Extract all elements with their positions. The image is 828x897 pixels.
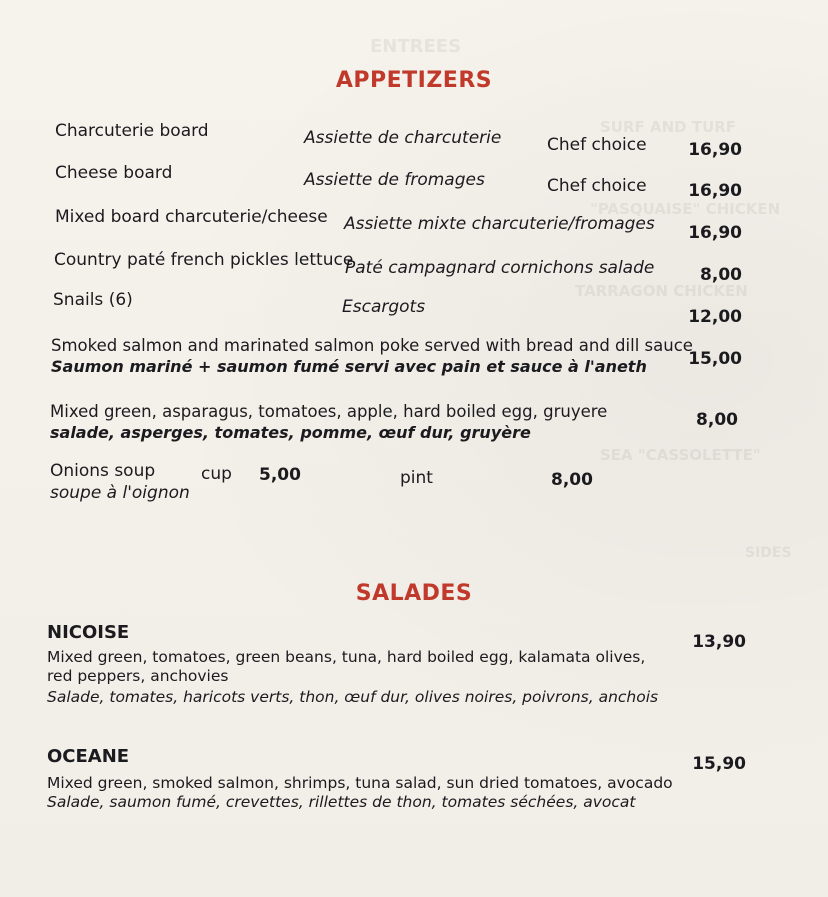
chef-choice-note: Chef choice [547,135,647,155]
appetizer-french-name: Assiette mixte charcuterie/fromages [344,214,655,234]
appetizer-price: 12,00 [688,307,742,327]
soup-french-name: soupe à l'oignon [50,483,190,503]
appetizer-name: Charcuterie board [55,121,209,141]
appetizers-heading: APPETIZERS [335,68,493,93]
appetizer-description: Mixed green, asparagus, tomatoes, apple, hard boiled egg, gruyere [50,402,608,421]
appetizer-description: Smoked salmon and marinated salmon poke served with bread and dill sauce [51,336,693,355]
salad-description: red peppers, anchovies [47,667,229,685]
salad-name: OCEANE [47,746,130,767]
salad-french-description: Salade, tomates, haricots verts, thon, œuf dur, olives noires, poivrons, anchois [47,688,659,706]
appetizer-name: Snails (6) [53,290,133,310]
chef-choice-note: Chef choice [547,176,647,196]
bleed-through: SIDES [745,545,792,561]
appetizer-french-description: salade, asperges, tomates, pomme, œuf dur, gruyère [50,423,531,442]
pint-label: pint [400,468,433,488]
pint-price: 8,00 [551,470,593,490]
salad-description: Mixed green, tomatoes, green beans, tuna, hard boiled egg, kalamata olives, [47,648,646,666]
appetizer-name: Cheese board [55,163,173,183]
bleed-through: ENTREES [370,36,462,57]
salad-price: 15,90 [692,754,746,774]
appetizer-french-description: Saumon mariné + saumon fumé servi avec pain et sauce à l'aneth [51,357,647,376]
appetizer-name: Country paté french pickles lettuce [54,250,354,270]
bleed-through: TARRAGON CHICKEN [575,282,748,300]
bleed-through: "PASQUAISE" CHICKEN [590,200,781,218]
appetizer-price: 16,90 [688,223,742,243]
salad-french-description: Salade, saumon fumé, crevettes, rillettes de thon, tomates séchées, avocat [47,793,636,811]
bleed-through: SURF AND TURF [600,118,737,136]
appetizer-french-name: Paté campagnard cornichons salade [345,258,655,278]
appetizer-price: 16,90 [688,140,742,160]
appetizer-price: 8,00 [696,410,738,430]
salad-description: Mixed green, smoked salmon, shrimps, tuna salad, sun dried tomatoes, avocado [47,774,673,792]
appetizer-price: 15,00 [688,349,742,369]
salad-name: NICOISE [47,622,130,643]
appetizer-name: Mixed board charcuterie/cheese [55,207,328,227]
appetizer-french-name: Escargots [342,297,426,317]
salad-price: 13,90 [692,632,746,652]
soup-name: Onions soup [50,461,156,481]
appetizer-french-name: Assiette de fromages [304,170,485,190]
salades-heading: SALADES [355,581,473,606]
appetizer-price: 8,00 [700,265,742,285]
appetizer-french-name: Assiette de charcuterie [304,128,502,148]
cup-price: 5,00 [259,465,301,485]
cup-label: cup [201,464,232,484]
appetizer-price: 16,90 [688,181,742,201]
bleed-through: SEA "CASSOLETTE" [600,446,761,464]
